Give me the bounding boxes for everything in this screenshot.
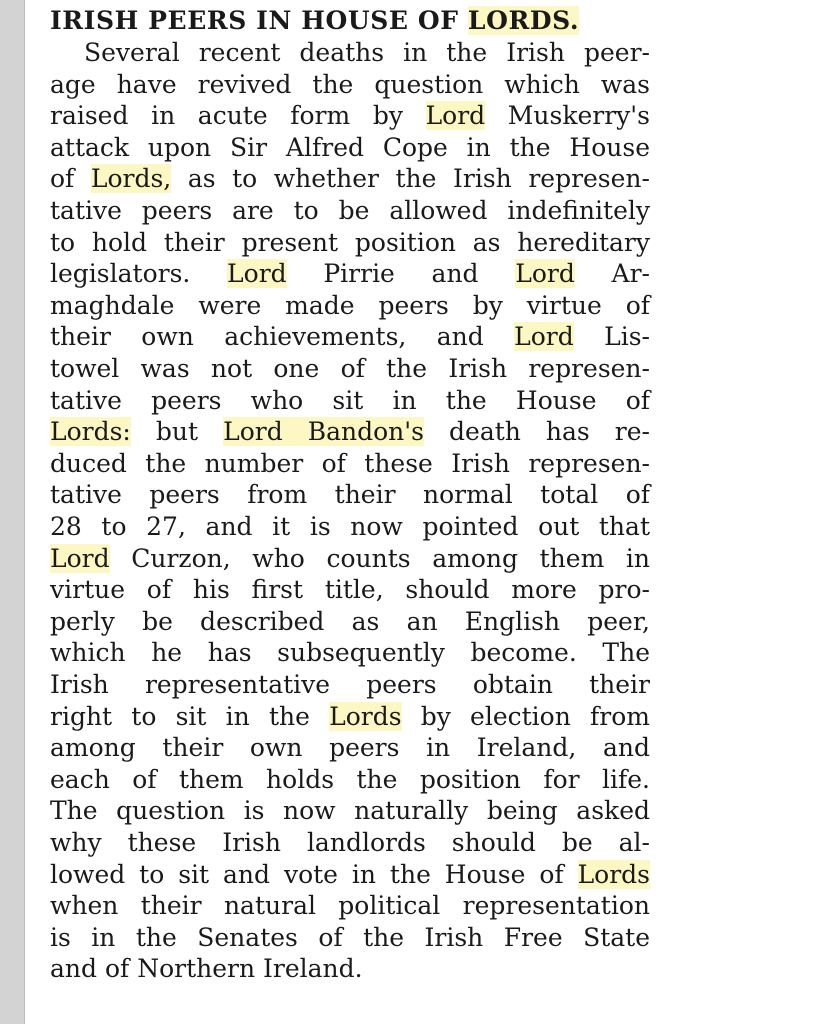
text-segment: age have revived the question which was	[50, 69, 650, 99]
text-line	[50, 354, 650, 384]
text-line	[50, 259, 650, 289]
text-segment: 28 to 27, and it is now pointed out that	[50, 512, 650, 541]
search-highlight: Lords	[329, 701, 402, 731]
text-segment: death has re-	[423, 417, 650, 447]
text-line	[50, 196, 650, 226]
text-line	[50, 544, 650, 574]
text-line	[50, 417, 650, 447]
text-segment: maghdale were made peers by virtue of	[50, 290, 650, 320]
text-segment: towel was not one of the Irish represen-	[50, 354, 650, 383]
text-line	[84, 38, 650, 68]
search-highlight: Lord	[514, 322, 574, 352]
text-segment: virtue of his first title, should more pro-	[50, 575, 650, 605]
text-segment: tative peers who sit in the House of	[50, 385, 650, 415]
text-segment: perly be described as an English peer,	[50, 606, 650, 636]
text-line	[50, 733, 650, 763]
search-highlight: Lords:	[50, 417, 131, 447]
text-segment: right to sit in the	[50, 701, 330, 731]
text-line	[50, 164, 650, 194]
search-highlight: Lords	[577, 859, 650, 889]
text-line	[50, 512, 650, 542]
text-line	[50, 860, 650, 890]
text-segment: their own achievements, and	[50, 322, 515, 352]
text-line	[50, 449, 650, 479]
search-highlight: Lord	[50, 543, 110, 573]
text-segment: Curzon, who counts among them in	[109, 543, 650, 573]
search-highlight: Lord	[227, 259, 287, 289]
text-segment: of	[50, 164, 91, 194]
text-line	[50, 891, 650, 921]
text-segment: among their own peers in Ireland, and	[50, 733, 650, 763]
text-segment: each of them holds the position for life.	[50, 764, 650, 794]
text-segment: is in the Senates of the Irish Free State	[50, 922, 650, 952]
text-segment: and of Northern Ireland.	[50, 954, 363, 984]
search-highlight: Lord Bandon's	[223, 417, 424, 447]
text-line	[50, 480, 650, 510]
viewer-left-rail	[0, 0, 25, 1024]
text-segment: Irish representative peers obtain their	[50, 670, 650, 699]
text-segment: IRISH PEERS IN HOUSE OF	[50, 6, 468, 35]
text-segment: Pirrie and	[286, 259, 516, 289]
text-segment: why these Irish landlords should be al-	[50, 828, 650, 857]
text-line	[50, 575, 650, 605]
text-segment: but	[130, 417, 224, 447]
text-line	[50, 828, 650, 858]
text-line	[50, 386, 650, 416]
article-headline	[50, 6, 579, 35]
text-segment: which he has subsequently become. The	[50, 638, 650, 668]
text-line	[50, 607, 650, 637]
text-segment: as to whether the Irish represen-	[171, 164, 650, 194]
search-highlight: Lords,	[90, 164, 172, 194]
text-segment: tative peers are to be allowed indefinitely	[50, 196, 650, 225]
text-line	[50, 702, 650, 732]
search-highlight: Lord	[515, 259, 575, 289]
text-line	[50, 765, 650, 795]
newspaper-clipping	[44, 0, 664, 1024]
text-line	[50, 322, 650, 352]
text-segment: duced the number of these Irish represen-	[50, 448, 650, 478]
search-highlight: LORDS.	[467, 6, 580, 35]
text-line	[50, 101, 650, 131]
text-segment: Lis-	[573, 322, 650, 352]
text-line	[50, 670, 650, 700]
text-segment: raised in acute form by	[50, 101, 426, 131]
text-segment: Ar-	[574, 259, 651, 289]
text-line	[50, 638, 650, 668]
text-line	[50, 796, 650, 826]
text-segment: when their natural political representation	[50, 891, 650, 921]
text-segment: legislators.	[50, 259, 228, 289]
text-segment: Several recent deaths in the Irish peer-	[84, 38, 650, 67]
text-line	[50, 954, 650, 984]
text-segment: lowed to sit and vote in the House of	[50, 859, 578, 889]
text-line	[50, 133, 650, 163]
text-line	[50, 70, 650, 100]
text-segment: Muskerry's	[485, 101, 650, 131]
text-line	[50, 291, 650, 321]
text-segment: to hold their present position as hereditary	[50, 227, 650, 257]
text-segment: The question is now naturally being asked	[50, 796, 650, 826]
text-segment: tative peers from their normal total of	[50, 480, 650, 510]
text-segment: attack upon Sir Alfred Cope in the House	[50, 132, 650, 162]
text-segment: by election from	[401, 701, 650, 731]
search-highlight: Lord	[425, 101, 486, 131]
text-line	[50, 228, 650, 258]
text-line	[50, 923, 650, 953]
